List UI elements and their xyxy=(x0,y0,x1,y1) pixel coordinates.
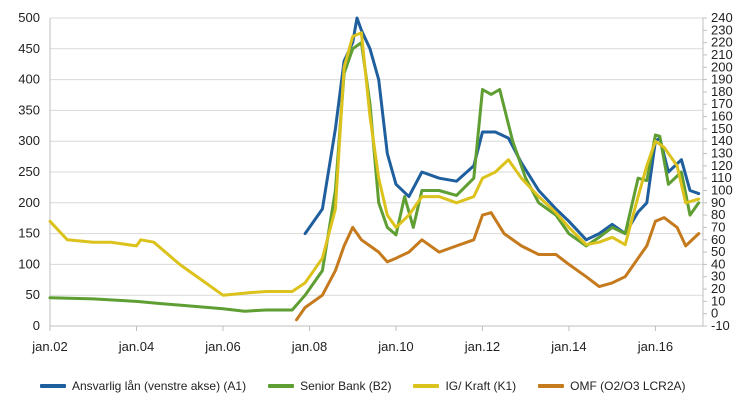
right-tick-label: 160 xyxy=(711,108,733,124)
right-tick-label: 200 xyxy=(711,59,733,75)
legend-swatch-omf xyxy=(538,384,564,388)
x-tick-label: jan.16 xyxy=(637,339,674,354)
x-tick-label: jan.08 xyxy=(291,339,328,354)
right-tick-label: 40 xyxy=(711,256,726,272)
x-tick-label: jan.02 xyxy=(32,339,68,354)
left-tick-label: 150 xyxy=(18,225,40,241)
right-tick-label: 50 xyxy=(711,244,726,260)
right-tick-label: 80 xyxy=(711,207,726,223)
right-tick-label: 180 xyxy=(711,83,733,99)
left-tick-label: 450 xyxy=(18,40,40,56)
right-tick-label: 240 xyxy=(711,10,733,25)
x-tick-label: jan.06 xyxy=(205,339,241,354)
x-tick-label: jan.10 xyxy=(378,339,414,354)
series-lines xyxy=(50,18,699,320)
legend-swatch-k1 xyxy=(413,384,439,388)
right-tick-label: 30 xyxy=(711,268,726,284)
legend-item-k1 xyxy=(413,379,516,393)
legend-label-a1: Ansvarlig lån (venstre akse) (A1) xyxy=(72,379,247,393)
right-tick-label: 220 xyxy=(711,34,733,50)
left-tick-label: 500 xyxy=(18,10,40,25)
legend-item-b2 xyxy=(268,379,391,393)
left-tick-label: 100 xyxy=(18,256,40,272)
right-axis xyxy=(703,10,733,333)
legend-swatch-b2 xyxy=(268,384,294,388)
x-tick-label: jan.12 xyxy=(464,339,501,354)
left-tick-label: 250 xyxy=(18,164,40,179)
series-line-2 xyxy=(50,43,699,312)
x-tick-label: jan.14 xyxy=(551,339,587,354)
right-tick-label: 10 xyxy=(711,293,726,309)
left-tick-label: 0 xyxy=(32,318,40,333)
right-tick-label: 0 xyxy=(711,305,719,321)
right-tick-label: 60 xyxy=(711,231,726,247)
left-axis xyxy=(18,10,50,333)
right-tick-label: 110 xyxy=(711,170,732,186)
left-tick-label: 350 xyxy=(18,102,40,118)
x-axis xyxy=(31,326,703,354)
right-tick-label: 90 xyxy=(711,194,726,210)
legend-label-k1: IG/ Kraft (K1) xyxy=(445,379,517,393)
left-tick-label: 300 xyxy=(18,133,40,149)
right-tick-label: 130 xyxy=(711,145,733,161)
right-tick-label: 210 xyxy=(711,46,733,62)
right-tick-label: 70 xyxy=(711,219,726,235)
left-tick-label: 400 xyxy=(18,71,40,87)
chart-legend xyxy=(40,376,740,396)
right-tick-label: 120 xyxy=(711,157,733,173)
left-tick-label: 50 xyxy=(25,287,40,303)
right-tick-label: 170 xyxy=(711,96,733,112)
x-tick-label: jan.04 xyxy=(118,339,155,354)
right-tick-label: 150 xyxy=(711,120,733,136)
legend-item-a1 xyxy=(40,379,246,393)
legend-item-omf xyxy=(538,379,685,393)
right-tick-label: 140 xyxy=(711,133,733,149)
series-line-4 xyxy=(297,213,699,320)
legend-label-omf: OMF (O2/O3 LCR2A) xyxy=(570,379,686,393)
left-tick-label: 200 xyxy=(18,194,40,210)
right-tick-label: 190 xyxy=(711,71,733,87)
legend-swatch-a1 xyxy=(40,384,66,388)
right-tick-label: 100 xyxy=(711,182,733,198)
right-tick-label: 230 xyxy=(711,22,733,38)
right-tick-label: -10 xyxy=(711,318,730,333)
right-tick-label: 20 xyxy=(711,281,726,297)
legend-label-b2: Senior Bank (B2) xyxy=(300,379,392,393)
